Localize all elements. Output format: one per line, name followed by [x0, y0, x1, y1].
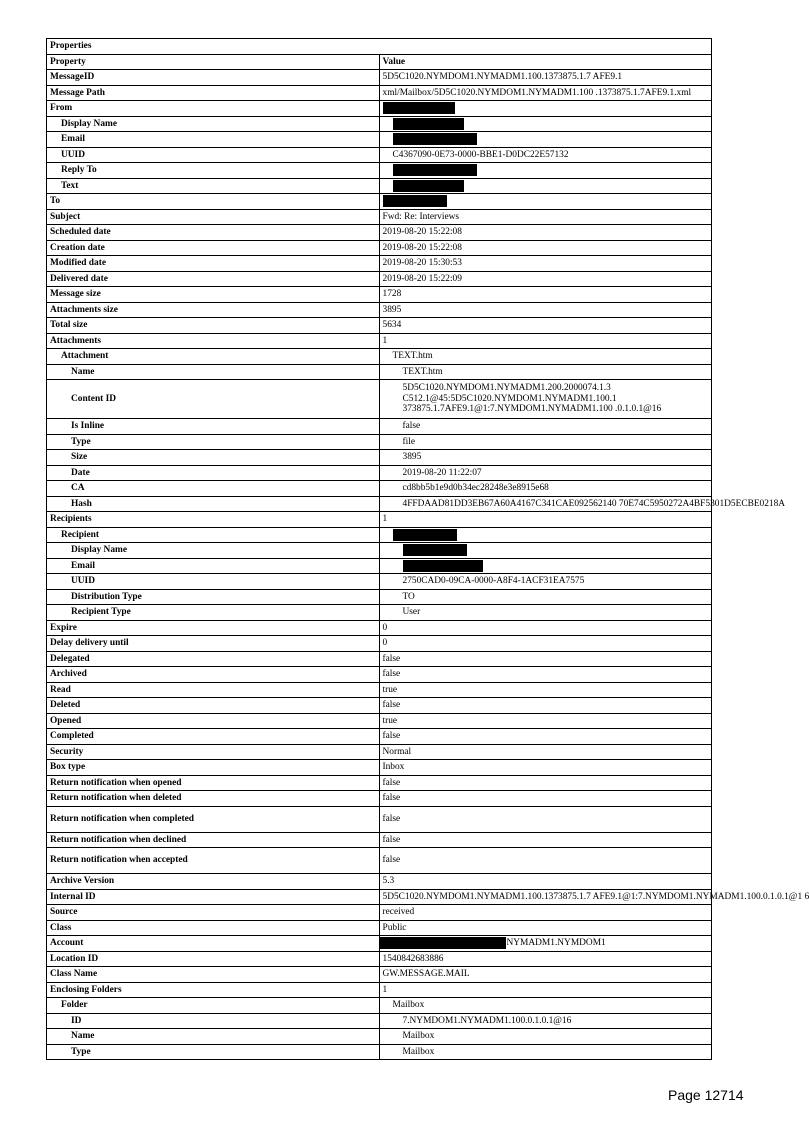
property-label: Opened [47, 713, 380, 729]
property-value: 1540842683886 [379, 951, 712, 967]
redaction-block [393, 164, 477, 176]
table-row [47, 364, 712, 380]
property-label: Source [47, 905, 380, 921]
property-label: Text [47, 178, 380, 194]
property-label: Distribution Type [47, 589, 380, 605]
redaction-block [393, 133, 477, 145]
property-label: Delivered date [47, 271, 380, 287]
property-value: 1 [379, 512, 712, 528]
property-label: Expire [47, 620, 380, 636]
table-row [47, 512, 712, 528]
property-label: Return notification when declined [47, 832, 380, 848]
property-label: Return notification when completed [47, 806, 380, 832]
property-label: Read [47, 682, 380, 698]
table-row [47, 318, 712, 334]
property-value: 1728 [379, 287, 712, 303]
table-row [47, 905, 712, 921]
property-value-line: 373875.1.7AFE9.1@1:7.NYMDOM1.NYMADM1.100 .0.1.0.1@16 [402, 404, 662, 415]
property-value: 3895 [379, 450, 712, 466]
table-row [47, 791, 712, 807]
property-label: CA [47, 481, 380, 497]
property-value: 0 [379, 620, 712, 636]
property-label: Attachment [47, 349, 380, 365]
property-value: Normal [379, 744, 712, 760]
table-row [47, 729, 712, 745]
property-value: Public [379, 920, 712, 936]
property-label: UUID [47, 147, 380, 163]
property-label: Hash [47, 496, 380, 512]
table-row [47, 651, 712, 667]
property-value: 0 [379, 636, 712, 652]
column-header-value: Value [379, 54, 712, 70]
property-value: 1 [379, 982, 712, 998]
property-value: received [379, 905, 712, 921]
table-row [47, 209, 712, 225]
property-value: Mailbox [379, 998, 712, 1014]
property-label: Attachments [47, 333, 380, 349]
property-value: file [379, 434, 712, 450]
property-label: Message size [47, 287, 380, 303]
property-value: 4FFDAAD81DD3EB67A60A4167C341CAE092562140 70E74C5950272A4BF5301D5ECBE0218A [379, 496, 712, 512]
redaction-block [383, 195, 447, 207]
property-label: Return notification when accepted [47, 848, 380, 874]
property-label: Subject [47, 209, 380, 225]
property-label: Display Name [47, 543, 380, 559]
property-value: false [379, 832, 712, 848]
table-row [47, 806, 712, 832]
property-value: 2019-08-20 15:30:53 [379, 256, 712, 272]
property-value: 1 [379, 333, 712, 349]
property-label: Location ID [47, 951, 380, 967]
table-row [47, 951, 712, 967]
property-label: Box type [47, 760, 380, 776]
property-label: Date [47, 465, 380, 481]
property-label: Total size [47, 318, 380, 334]
table-row [47, 636, 712, 652]
table-row [47, 998, 712, 1014]
table-row [47, 936, 712, 952]
property-value: 2019-08-20 15:22:08 [379, 225, 712, 241]
table-row [47, 240, 712, 256]
property-value: xml/Mailbox/5D5C1020.NYMDOM1.NYMADM1.100 .1373875.1.7AFE9.1.xml [379, 85, 712, 101]
property-label: Scheduled date [47, 225, 380, 241]
table-row [47, 682, 712, 698]
table-row [47, 832, 712, 848]
table-row [47, 147, 712, 163]
property-value: TEXT.htm [379, 349, 712, 365]
table-row [47, 698, 712, 714]
property-label: Name [47, 364, 380, 380]
table-row [47, 1013, 712, 1029]
table-row [47, 349, 712, 365]
property-label: Message Path [47, 85, 380, 101]
property-value-line: C512.1@45:5D5C1020.NYMDOM1.NYMADM1.100.1 [402, 393, 617, 404]
property-value: false [379, 848, 712, 874]
property-label: Email [47, 132, 380, 148]
property-label: Type [47, 1044, 380, 1060]
property-value: 5D5C1020.NYMDOM1.NYMADM1.100.1373875.1.7 AFE9.1 [379, 70, 712, 86]
redaction-block [393, 118, 464, 130]
property-label: Archive Version [47, 874, 380, 890]
table-row [47, 85, 712, 101]
property-value: GW.MESSAGE.MAIL [379, 967, 712, 983]
table-row [47, 558, 712, 574]
table-row [47, 713, 712, 729]
page-number: Page 12714 [668, 1087, 744, 1103]
property-label: Class Name [47, 967, 380, 983]
properties-table [46, 38, 809, 1060]
property-label: MessageID [47, 70, 380, 86]
property-value: false [379, 806, 712, 832]
property-value: 2019-08-20 11:22:07 [379, 465, 712, 481]
table-row [47, 419, 712, 435]
table-row [47, 527, 712, 543]
property-value: Mailbox [379, 1044, 712, 1060]
property-label: Folder [47, 998, 380, 1014]
table-row [47, 775, 712, 791]
property-value: false [379, 651, 712, 667]
table-row [47, 967, 712, 983]
property-label: Reply To [47, 163, 380, 179]
property-label: Archived [47, 667, 380, 683]
property-label: To [47, 194, 380, 210]
property-label: Content ID [47, 380, 380, 419]
table-row [47, 178, 712, 194]
property-label: Delay delivery until [47, 636, 380, 652]
table-row [47, 620, 712, 636]
table-row [47, 450, 712, 466]
redaction-block [393, 529, 457, 541]
property-value: true [379, 713, 712, 729]
table-row [47, 589, 712, 605]
property-value: TO [379, 589, 712, 605]
property-value: false [379, 775, 712, 791]
table-row [47, 101, 712, 117]
property-label: Delegated [47, 651, 380, 667]
property-value: false [379, 791, 712, 807]
table-row [47, 287, 712, 303]
property-value-line: 5D5C1020.NYMDOM1.NYMADM1.200.2000074.1.3 [402, 383, 611, 394]
redaction-block [380, 937, 506, 949]
property-value: TEXT.htm [379, 364, 712, 380]
property-value: User [379, 605, 712, 621]
property-label: Recipient Type [47, 605, 380, 621]
table-title: Properties [47, 39, 712, 55]
redaction-block [393, 180, 464, 192]
table-row [47, 271, 712, 287]
property-label: From [47, 101, 380, 117]
property-value: false [379, 729, 712, 745]
property-value: 7.NYMDOM1.NYMADM1.100.0.1.0.1@16 [379, 1013, 712, 1029]
column-header-property: Property [47, 54, 380, 70]
redaction-block [403, 560, 483, 572]
property-label: ID [47, 1013, 380, 1029]
property-label: Display Name [47, 116, 380, 132]
property-label: Modified date [47, 256, 380, 272]
property-value: C4367090-0E73-0000-BBE1-D0DC22E57132 [379, 147, 712, 163]
property-label: Internal ID [47, 889, 380, 905]
property-label: Security [47, 744, 380, 760]
table-row [47, 760, 712, 776]
property-label: Email [47, 558, 380, 574]
property-value: false [379, 698, 712, 714]
property-label: Enclosing Folders [47, 982, 380, 998]
property-label: Deleted [47, 698, 380, 714]
table-row [47, 132, 712, 148]
property-value: 3895 [379, 302, 712, 318]
property-label: Attachments size [47, 302, 380, 318]
table-row [47, 225, 712, 241]
table-row [47, 543, 712, 559]
table-row [47, 889, 712, 905]
property-value: 5634 [379, 318, 712, 334]
property-label: Recipients [47, 512, 380, 528]
property-value: 5.3 [379, 874, 712, 890]
table-row [47, 667, 712, 683]
property-value: Mailbox [379, 1029, 712, 1045]
property-value: Inbox [379, 760, 712, 776]
table-row [47, 496, 712, 512]
redaction-block [383, 102, 455, 114]
property-label: Creation date [47, 240, 380, 256]
table-row [47, 333, 712, 349]
table-row [47, 920, 712, 936]
property-label: Account [47, 936, 380, 952]
property-value: 2750CAD0-09CA-0000-A8F4-1ACF31EA7575 [379, 574, 712, 590]
table-row [47, 481, 712, 497]
table-row [47, 434, 712, 450]
table-row [47, 982, 712, 998]
table-row [47, 163, 712, 179]
table-row [47, 1029, 712, 1045]
table-row [47, 574, 712, 590]
property-value: 2019-08-20 15:22:09 [379, 271, 712, 287]
property-label: UUID [47, 574, 380, 590]
property-value: Fwd: Re: Interviews [379, 209, 712, 225]
table-row [47, 302, 712, 318]
property-value: NYMADM1.NYMDOM1 [506, 938, 606, 948]
table-row [47, 848, 712, 874]
property-value: false [379, 419, 712, 435]
property-value: cd8bb5b1e9d0b34ec28248e3e8915e68 [379, 481, 712, 497]
property-label: Return notification when deleted [47, 791, 380, 807]
property-label: Size [47, 450, 380, 466]
table-row [47, 70, 712, 86]
table-row [47, 1044, 712, 1060]
property-value: true [379, 682, 712, 698]
table-row [47, 874, 712, 890]
property-label: Recipient [47, 527, 380, 543]
table-row [47, 194, 712, 210]
property-label: Name [47, 1029, 380, 1045]
property-label: Return notification when opened [47, 775, 380, 791]
table-row [47, 744, 712, 760]
table-row [47, 256, 712, 272]
table-row [47, 116, 712, 132]
table-row [47, 605, 712, 621]
property-value: 2019-08-20 15:22:08 [379, 240, 712, 256]
redaction-block [403, 544, 467, 556]
property-label: Class [47, 920, 380, 936]
property-label: Is Inline [47, 419, 380, 435]
property-label: Type [47, 434, 380, 450]
table-row [47, 465, 712, 481]
table-row [47, 380, 712, 419]
property-label: Completed [47, 729, 380, 745]
property-value: 5D5C1020.NYMDOM1.NYMADM1.100.1373875.1.7 AFE9.1@1:7.NYMDOM1.NYMADM1.100.0.1.0.1@1 6 [379, 889, 712, 905]
property-value: false [379, 667, 712, 683]
